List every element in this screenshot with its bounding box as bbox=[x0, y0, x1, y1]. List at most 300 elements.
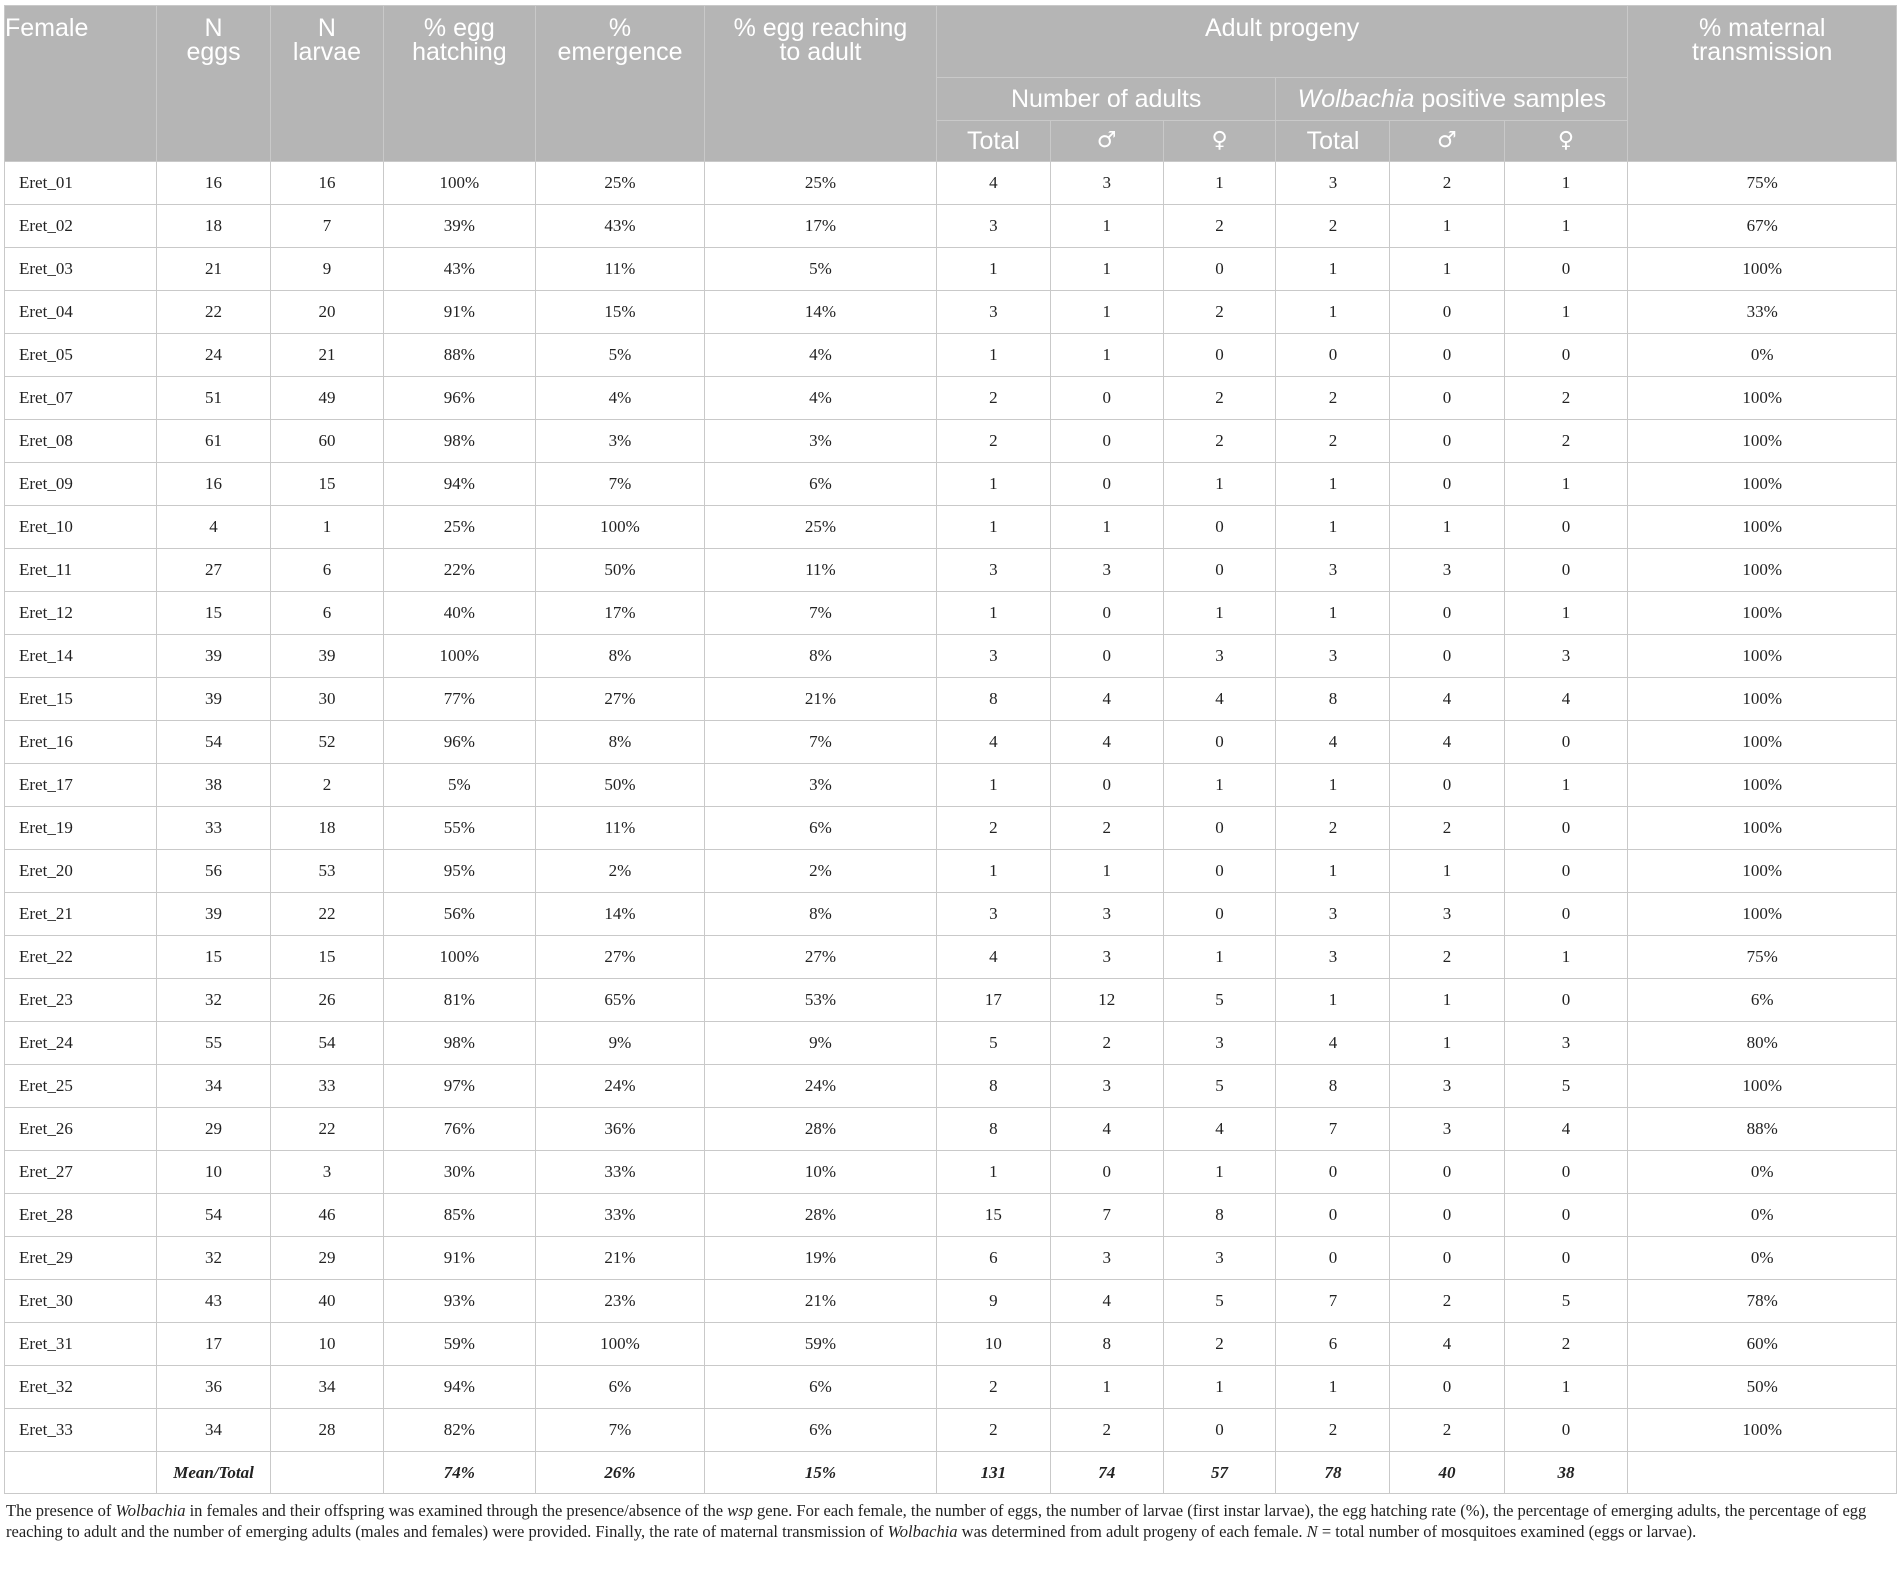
cell-n-larvae: 15 bbox=[271, 936, 384, 979]
cell-egg-hatching: 94% bbox=[383, 463, 535, 506]
cell-n-eggs: 39 bbox=[157, 893, 271, 936]
cell-maternal-transmission: 6% bbox=[1628, 979, 1897, 1022]
cell-positive-female: 2 bbox=[1504, 377, 1628, 420]
cell-adults-male: 4 bbox=[1050, 1108, 1163, 1151]
cell-n-larvae: 39 bbox=[271, 635, 384, 678]
cell-n-eggs: 55 bbox=[157, 1022, 271, 1065]
cell-adults-male: 1 bbox=[1050, 506, 1163, 549]
total-cell-adults-female: 57 bbox=[1163, 1452, 1276, 1494]
cell-n-larvae: 49 bbox=[271, 377, 384, 420]
cell-positive-total: 8 bbox=[1276, 678, 1390, 721]
cell-emergence: 100% bbox=[535, 506, 704, 549]
cell-adults-male: 3 bbox=[1050, 549, 1163, 592]
cell-n-eggs: 39 bbox=[157, 678, 271, 721]
cell-maternal-transmission: 100% bbox=[1628, 678, 1897, 721]
cell-adults-total: 3 bbox=[936, 205, 1050, 248]
table-footnote: The presence of Wolbachia in females and their offspring was examined through the presence/absence of the wsp gene. For each female, the number of eggs, the number of larvae (first instar larvae), the egg hatching rate (%), the percentage of emerging adults, the percentage of egg reaching to adult and the number of emerging adults (males and females) were provided. Finally, the rate of maternal transmission of Wolbachia was determined from adult progeny of each female. N = total number of mosquitoes examined (eggs or larvae). bbox=[6, 1501, 1867, 1541]
cell-adults-female: 8 bbox=[1163, 1194, 1276, 1237]
cell-egg-reaching-adult: 6% bbox=[705, 1409, 937, 1452]
cell-female: Eret_32 bbox=[5, 1366, 157, 1409]
table-body bbox=[5, 162, 1897, 1494]
cell-n-larvae: 9 bbox=[271, 248, 384, 291]
cell-emergence: 4% bbox=[535, 377, 704, 420]
cell-n-larvae: 10 bbox=[271, 1323, 384, 1366]
cell-adults-female: 0 bbox=[1163, 248, 1276, 291]
table-row bbox=[5, 936, 1897, 979]
cell-maternal-transmission: 100% bbox=[1628, 721, 1897, 764]
cell-positive-female: 0 bbox=[1504, 506, 1628, 549]
table-row bbox=[5, 377, 1897, 420]
cell-maternal-transmission: 33% bbox=[1628, 291, 1897, 334]
cell-adults-male: 3 bbox=[1050, 936, 1163, 979]
cell-emergence: 17% bbox=[535, 592, 704, 635]
total-cell-female bbox=[5, 1452, 157, 1494]
cell-adults-male: 3 bbox=[1050, 893, 1163, 936]
table-row bbox=[5, 1065, 1897, 1108]
cell-n-eggs: 39 bbox=[157, 635, 271, 678]
data-table bbox=[4, 5, 1897, 1494]
cell-emergence: 43% bbox=[535, 205, 704, 248]
cell-egg-hatching: 25% bbox=[383, 506, 535, 549]
cell-adults-female: 5 bbox=[1163, 1065, 1276, 1108]
cell-emergence: 5% bbox=[535, 334, 704, 377]
cell-egg-hatching: 98% bbox=[383, 420, 535, 463]
cell-maternal-transmission: 100% bbox=[1628, 248, 1897, 291]
cell-maternal-transmission: 100% bbox=[1628, 1065, 1897, 1108]
cell-emergence: 21% bbox=[535, 1237, 704, 1280]
cell-egg-hatching: 85% bbox=[383, 1194, 535, 1237]
cell-positive-total: 0 bbox=[1276, 1151, 1390, 1194]
cell-maternal-transmission: 100% bbox=[1628, 592, 1897, 635]
cell-adults-total: 2 bbox=[936, 1366, 1050, 1409]
cell-emergence: 100% bbox=[535, 1323, 704, 1366]
cell-n-larvae: 40 bbox=[271, 1280, 384, 1323]
cell-egg-hatching: 81% bbox=[383, 979, 535, 1022]
cell-adults-total: 5 bbox=[936, 1022, 1050, 1065]
cell-adults-total: 10 bbox=[936, 1323, 1050, 1366]
cell-adults-male: 0 bbox=[1050, 635, 1163, 678]
cell-positive-male: 4 bbox=[1390, 721, 1504, 764]
cell-adults-male: 0 bbox=[1050, 377, 1163, 420]
cell-emergence: 27% bbox=[535, 936, 704, 979]
cell-female: Eret_30 bbox=[5, 1280, 157, 1323]
cell-n-eggs: 38 bbox=[157, 764, 271, 807]
cell-emergence: 50% bbox=[535, 549, 704, 592]
cell-adults-female: 4 bbox=[1163, 678, 1276, 721]
cell-maternal-transmission: 100% bbox=[1628, 1409, 1897, 1452]
cell-n-larvae: 15 bbox=[271, 463, 384, 506]
cell-egg-hatching: 96% bbox=[383, 721, 535, 764]
cell-adults-male: 1 bbox=[1050, 1366, 1163, 1409]
cell-adults-total: 1 bbox=[936, 463, 1050, 506]
cell-adults-female: 5 bbox=[1163, 1280, 1276, 1323]
cell-maternal-transmission: 50% bbox=[1628, 1366, 1897, 1409]
col-header-adult-progeny: Adult progeny bbox=[936, 6, 1628, 78]
cell-egg-reaching-adult: 17% bbox=[705, 205, 937, 248]
cell-emergence: 7% bbox=[535, 463, 704, 506]
table-row bbox=[5, 1409, 1897, 1452]
cell-female: Eret_21 bbox=[5, 893, 157, 936]
cell-positive-female: 1 bbox=[1504, 291, 1628, 334]
cell-egg-reaching-adult: 14% bbox=[705, 291, 937, 334]
cell-positive-total: 2 bbox=[1276, 420, 1390, 463]
cell-adults-total: 1 bbox=[936, 764, 1050, 807]
cell-adults-male: 4 bbox=[1050, 721, 1163, 764]
table-row bbox=[5, 1108, 1897, 1151]
cell-egg-reaching-adult: 27% bbox=[705, 936, 937, 979]
cell-adults-total: 8 bbox=[936, 678, 1050, 721]
cell-n-eggs: 18 bbox=[157, 205, 271, 248]
cell-adults-total: 3 bbox=[936, 291, 1050, 334]
cell-egg-reaching-adult: 24% bbox=[705, 1065, 937, 1108]
total-cell-adults-male: 74 bbox=[1050, 1452, 1163, 1494]
col-header-egg-hatching: % egg hatching bbox=[383, 6, 535, 162]
cell-emergence: 11% bbox=[535, 248, 704, 291]
cell-maternal-transmission: 100% bbox=[1628, 463, 1897, 506]
cell-adults-male: 1 bbox=[1050, 334, 1163, 377]
cell-positive-male: 1 bbox=[1390, 248, 1504, 291]
cell-female: Eret_05 bbox=[5, 334, 157, 377]
cell-emergence: 15% bbox=[535, 291, 704, 334]
cell-positive-female: 0 bbox=[1504, 893, 1628, 936]
cell-adults-female: 4 bbox=[1163, 1108, 1276, 1151]
cell-egg-hatching: 100% bbox=[383, 936, 535, 979]
cell-egg-reaching-adult: 21% bbox=[705, 1280, 937, 1323]
cell-n-larvae: 26 bbox=[271, 979, 384, 1022]
cell-adults-female: 0 bbox=[1163, 549, 1276, 592]
cell-egg-reaching-adult: 28% bbox=[705, 1194, 937, 1237]
table-row bbox=[5, 1280, 1897, 1323]
cell-emergence: 25% bbox=[535, 162, 704, 205]
table-row bbox=[5, 635, 1897, 678]
cell-positive-male: 1 bbox=[1390, 979, 1504, 1022]
cell-positive-total: 1 bbox=[1276, 850, 1390, 893]
cell-adults-total: 2 bbox=[936, 807, 1050, 850]
total-cell-positive-male: 40 bbox=[1390, 1452, 1504, 1494]
cell-positive-male: 0 bbox=[1390, 1237, 1504, 1280]
cell-adults-total: 1 bbox=[936, 850, 1050, 893]
total-row bbox=[5, 1452, 1897, 1494]
cell-egg-reaching-adult: 6% bbox=[705, 807, 937, 850]
cell-egg-hatching: 56% bbox=[383, 893, 535, 936]
cell-adults-female: 3 bbox=[1163, 1237, 1276, 1280]
cell-adults-total: 1 bbox=[936, 592, 1050, 635]
cell-adults-female: 3 bbox=[1163, 635, 1276, 678]
table-row bbox=[5, 1323, 1897, 1366]
cell-n-eggs: 29 bbox=[157, 1108, 271, 1151]
cell-female: Eret_11 bbox=[5, 549, 157, 592]
cell-maternal-transmission: 60% bbox=[1628, 1323, 1897, 1366]
col-header-female: Female bbox=[5, 6, 157, 162]
cell-positive-male: 2 bbox=[1390, 1280, 1504, 1323]
cell-n-larvae: 34 bbox=[271, 1366, 384, 1409]
cell-adults-female: 2 bbox=[1163, 205, 1276, 248]
cell-emergence: 9% bbox=[535, 1022, 704, 1065]
cell-n-eggs: 16 bbox=[157, 463, 271, 506]
cell-female: Eret_29 bbox=[5, 1237, 157, 1280]
cell-female: Eret_03 bbox=[5, 248, 157, 291]
col-header-emergence: % emergence bbox=[535, 6, 704, 162]
cell-positive-total: 3 bbox=[1276, 162, 1390, 205]
cell-positive-female: 0 bbox=[1504, 334, 1628, 377]
total-label: Mean/Total bbox=[157, 1452, 271, 1494]
cell-maternal-transmission: 100% bbox=[1628, 635, 1897, 678]
col-header-wolbachia-positive: Wolbachia positive samples bbox=[1276, 78, 1628, 121]
cell-positive-female: 1 bbox=[1504, 205, 1628, 248]
cell-positive-male: 2 bbox=[1390, 807, 1504, 850]
cell-egg-reaching-adult: 3% bbox=[705, 764, 937, 807]
cell-egg-hatching: 77% bbox=[383, 678, 535, 721]
cell-egg-hatching: 88% bbox=[383, 334, 535, 377]
cell-n-larvae: 54 bbox=[271, 1022, 384, 1065]
cell-positive-female: 1 bbox=[1504, 936, 1628, 979]
cell-n-eggs: 15 bbox=[157, 592, 271, 635]
cell-adults-male: 7 bbox=[1050, 1194, 1163, 1237]
cell-n-eggs: 54 bbox=[157, 721, 271, 764]
cell-positive-total: 1 bbox=[1276, 248, 1390, 291]
cell-n-larvae: 7 bbox=[271, 205, 384, 248]
cell-maternal-transmission: 0% bbox=[1628, 1151, 1897, 1194]
cell-emergence: 8% bbox=[535, 635, 704, 678]
cell-positive-total: 0 bbox=[1276, 1237, 1390, 1280]
cell-emergence: 33% bbox=[535, 1151, 704, 1194]
cell-positive-male: 0 bbox=[1390, 377, 1504, 420]
cell-egg-hatching: 55% bbox=[383, 807, 535, 850]
cell-adults-total: 6 bbox=[936, 1237, 1050, 1280]
cell-positive-total: 7 bbox=[1276, 1280, 1390, 1323]
cell-positive-male: 1 bbox=[1390, 506, 1504, 549]
cell-positive-male: 1 bbox=[1390, 1022, 1504, 1065]
cell-maternal-transmission: 100% bbox=[1628, 549, 1897, 592]
cell-n-larvae: 6 bbox=[271, 592, 384, 635]
cell-adults-female: 0 bbox=[1163, 1409, 1276, 1452]
cell-n-eggs: 22 bbox=[157, 291, 271, 334]
cell-emergence: 33% bbox=[535, 1194, 704, 1237]
cell-n-eggs: 51 bbox=[157, 377, 271, 420]
table-row bbox=[5, 721, 1897, 764]
cell-egg-reaching-adult: 8% bbox=[705, 635, 937, 678]
cell-positive-female: 1 bbox=[1504, 592, 1628, 635]
cell-egg-hatching: 82% bbox=[383, 1409, 535, 1452]
cell-adults-female: 0 bbox=[1163, 850, 1276, 893]
cell-egg-hatching: 100% bbox=[383, 635, 535, 678]
table-row bbox=[5, 979, 1897, 1022]
cell-adults-female: 2 bbox=[1163, 420, 1276, 463]
cell-n-eggs: 34 bbox=[157, 1409, 271, 1452]
cell-adults-male: 0 bbox=[1050, 1151, 1163, 1194]
cell-positive-female: 3 bbox=[1504, 1022, 1628, 1065]
cell-positive-female: 0 bbox=[1504, 721, 1628, 764]
cell-adults-male: 0 bbox=[1050, 764, 1163, 807]
table-row bbox=[5, 893, 1897, 936]
cell-egg-reaching-adult: 2% bbox=[705, 850, 937, 893]
cell-adults-male: 8 bbox=[1050, 1323, 1163, 1366]
cell-positive-total: 2 bbox=[1276, 205, 1390, 248]
cell-positive-male: 0 bbox=[1390, 334, 1504, 377]
table-row bbox=[5, 420, 1897, 463]
cell-egg-hatching: 97% bbox=[383, 1065, 535, 1108]
cell-positive-male: 3 bbox=[1390, 893, 1504, 936]
cell-n-eggs: 33 bbox=[157, 807, 271, 850]
total-cell-positive-female: 38 bbox=[1504, 1452, 1628, 1494]
table-row bbox=[5, 248, 1897, 291]
cell-adults-male: 2 bbox=[1050, 1409, 1163, 1452]
cell-egg-reaching-adult: 7% bbox=[705, 721, 937, 764]
cell-positive-total: 1 bbox=[1276, 592, 1390, 635]
male-symbol-icon: ♂ bbox=[1050, 121, 1163, 162]
cell-female: Eret_09 bbox=[5, 463, 157, 506]
cell-maternal-transmission: 100% bbox=[1628, 420, 1897, 463]
cell-maternal-transmission: 100% bbox=[1628, 506, 1897, 549]
cell-n-larvae: 53 bbox=[271, 850, 384, 893]
cell-adults-female: 0 bbox=[1163, 893, 1276, 936]
cell-positive-total: 1 bbox=[1276, 979, 1390, 1022]
cell-emergence: 7% bbox=[535, 1409, 704, 1452]
table-row bbox=[5, 592, 1897, 635]
cell-egg-hatching: 40% bbox=[383, 592, 535, 635]
cell-positive-female: 1 bbox=[1504, 162, 1628, 205]
cell-n-eggs: 4 bbox=[157, 506, 271, 549]
cell-positive-total: 7 bbox=[1276, 1108, 1390, 1151]
cell-n-larvae: 52 bbox=[271, 721, 384, 764]
cell-adults-total: 1 bbox=[936, 506, 1050, 549]
cell-female: Eret_04 bbox=[5, 291, 157, 334]
cell-positive-male: 2 bbox=[1390, 162, 1504, 205]
cell-adults-female: 0 bbox=[1163, 334, 1276, 377]
cell-positive-total: 3 bbox=[1276, 549, 1390, 592]
cell-positive-female: 2 bbox=[1504, 1323, 1628, 1366]
cell-female: Eret_01 bbox=[5, 162, 157, 205]
table-row bbox=[5, 205, 1897, 248]
cell-maternal-transmission: 0% bbox=[1628, 334, 1897, 377]
cell-positive-female: 4 bbox=[1504, 678, 1628, 721]
cell-female: Eret_07 bbox=[5, 377, 157, 420]
cell-egg-reaching-adult: 4% bbox=[705, 334, 937, 377]
cell-adults-female: 2 bbox=[1163, 291, 1276, 334]
cell-adults-male: 0 bbox=[1050, 463, 1163, 506]
table-row bbox=[5, 1237, 1897, 1280]
cell-maternal-transmission: 75% bbox=[1628, 162, 1897, 205]
cell-female: Eret_02 bbox=[5, 205, 157, 248]
table-row bbox=[5, 463, 1897, 506]
cell-maternal-transmission: 75% bbox=[1628, 936, 1897, 979]
cell-n-eggs: 32 bbox=[157, 1237, 271, 1280]
cell-egg-reaching-adult: 11% bbox=[705, 549, 937, 592]
cell-female: Eret_12 bbox=[5, 592, 157, 635]
cell-n-eggs: 24 bbox=[157, 334, 271, 377]
cell-positive-total: 2 bbox=[1276, 807, 1390, 850]
cell-adults-total: 15 bbox=[936, 1194, 1050, 1237]
cell-positive-male: 0 bbox=[1390, 1366, 1504, 1409]
cell-emergence: 23% bbox=[535, 1280, 704, 1323]
cell-emergence: 65% bbox=[535, 979, 704, 1022]
cell-positive-female: 0 bbox=[1504, 248, 1628, 291]
total-cell-adults-total: 131 bbox=[936, 1452, 1050, 1494]
cell-female: Eret_10 bbox=[5, 506, 157, 549]
cell-adults-female: 1 bbox=[1163, 463, 1276, 506]
cell-adults-male: 1 bbox=[1050, 205, 1163, 248]
cell-adults-male: 0 bbox=[1050, 420, 1163, 463]
cell-egg-reaching-adult: 9% bbox=[705, 1022, 937, 1065]
table-row bbox=[5, 1366, 1897, 1409]
table-row bbox=[5, 678, 1897, 721]
cell-positive-male: 2 bbox=[1390, 1409, 1504, 1452]
cell-female: Eret_33 bbox=[5, 1409, 157, 1452]
total-cell-egg-hatching: 74% bbox=[383, 1452, 535, 1494]
cell-egg-hatching: 30% bbox=[383, 1151, 535, 1194]
cell-emergence: 27% bbox=[535, 678, 704, 721]
cell-adults-total: 3 bbox=[936, 635, 1050, 678]
cell-egg-reaching-adult: 6% bbox=[705, 463, 937, 506]
cell-n-eggs: 21 bbox=[157, 248, 271, 291]
cell-egg-reaching-adult: 8% bbox=[705, 893, 937, 936]
cell-adults-male: 12 bbox=[1050, 979, 1163, 1022]
cell-positive-male: 0 bbox=[1390, 635, 1504, 678]
cell-positive-female: 0 bbox=[1504, 549, 1628, 592]
cell-positive-male: 3 bbox=[1390, 549, 1504, 592]
cell-egg-hatching: 76% bbox=[383, 1108, 535, 1151]
cell-egg-reaching-adult: 5% bbox=[705, 248, 937, 291]
cell-female: Eret_22 bbox=[5, 936, 157, 979]
table-row bbox=[5, 334, 1897, 377]
cell-adults-total: 4 bbox=[936, 162, 1050, 205]
cell-positive-female: 3 bbox=[1504, 635, 1628, 678]
cell-positive-male: 3 bbox=[1390, 1065, 1504, 1108]
cell-positive-female: 4 bbox=[1504, 1108, 1628, 1151]
cell-female: Eret_17 bbox=[5, 764, 157, 807]
cell-adults-male: 1 bbox=[1050, 291, 1163, 334]
cell-adults-male: 2 bbox=[1050, 807, 1163, 850]
cell-positive-total: 3 bbox=[1276, 936, 1390, 979]
cell-maternal-transmission: 0% bbox=[1628, 1194, 1897, 1237]
table-row bbox=[5, 1151, 1897, 1194]
cell-adults-total: 2 bbox=[936, 420, 1050, 463]
cell-adults-total: 4 bbox=[936, 721, 1050, 764]
cell-n-larvae: 16 bbox=[271, 162, 384, 205]
cell-egg-reaching-adult: 21% bbox=[705, 678, 937, 721]
cell-positive-female: 0 bbox=[1504, 979, 1628, 1022]
col-header-maternal-transmission: % maternal transmission bbox=[1628, 6, 1897, 162]
cell-adults-female: 2 bbox=[1163, 1323, 1276, 1366]
cell-adults-total: 1 bbox=[936, 1151, 1050, 1194]
female-symbol-icon: ♀ bbox=[1504, 121, 1628, 162]
cell-female: Eret_20 bbox=[5, 850, 157, 893]
cell-adults-total: 2 bbox=[936, 377, 1050, 420]
cell-positive-male: 0 bbox=[1390, 1194, 1504, 1237]
cell-emergence: 6% bbox=[535, 1366, 704, 1409]
cell-positive-female: 1 bbox=[1504, 1366, 1628, 1409]
cell-maternal-transmission: 80% bbox=[1628, 1022, 1897, 1065]
cell-adults-female: 1 bbox=[1163, 592, 1276, 635]
cell-egg-hatching: 95% bbox=[383, 850, 535, 893]
cell-positive-female: 0 bbox=[1504, 1151, 1628, 1194]
cell-positive-total: 1 bbox=[1276, 1366, 1390, 1409]
cell-egg-reaching-adult: 25% bbox=[705, 506, 937, 549]
cell-female: Eret_31 bbox=[5, 1323, 157, 1366]
cell-n-larvae: 20 bbox=[271, 291, 384, 334]
cell-positive-female: 5 bbox=[1504, 1065, 1628, 1108]
cell-adults-female: 1 bbox=[1163, 764, 1276, 807]
male-symbol-icon: ♂ bbox=[1390, 121, 1504, 162]
cell-female: Eret_26 bbox=[5, 1108, 157, 1151]
cell-adults-female: 1 bbox=[1163, 1151, 1276, 1194]
cell-egg-reaching-adult: 19% bbox=[705, 1237, 937, 1280]
cell-egg-reaching-adult: 7% bbox=[705, 592, 937, 635]
cell-n-eggs: 34 bbox=[157, 1065, 271, 1108]
total-cell-n-larvae bbox=[271, 1452, 384, 1494]
cell-n-eggs: 43 bbox=[157, 1280, 271, 1323]
cell-emergence: 36% bbox=[535, 1108, 704, 1151]
